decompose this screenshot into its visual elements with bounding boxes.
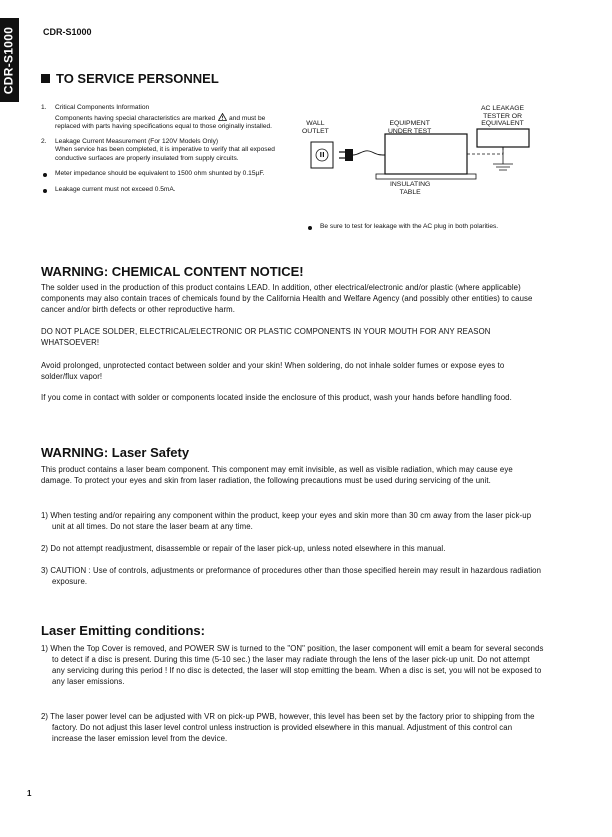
page-number: 1 — [27, 789, 32, 798]
laser-safety-item-1: 1) When testing and/or repairing any component within the product, keep your eyes and skin more than 30 cm away from the laser pick-up unit at all times. Do not stare the laser beam at any time. — [41, 511, 532, 531]
label-line: EQUIVALENT — [481, 120, 524, 127]
label-line: WALL — [306, 120, 325, 127]
label-line: OUTLET — [302, 127, 329, 135]
item-number: 2. — [41, 137, 47, 145]
service-instructions — [41, 104, 281, 203]
item-title: Leakage Current Measurement (For 120V Models Only) — [55, 137, 219, 145]
item-text — [55, 113, 281, 132]
equipment-label — [388, 120, 431, 135]
chemical-paragraph-3: Avoid prolonged, unprotected contact between solder and your skin! When soldering, do not inhale solder fumes or expose eyes to solder/flux vapor! — [41, 361, 505, 381]
insulating-table-label — [390, 181, 430, 196]
laser-safety-item-2: 2) Do not attempt readjustment, disassemble or repair of the laser pick-up, unless noted elsewhere in this manual. — [41, 544, 446, 553]
service-heading — [41, 71, 219, 86]
bullet-dot-icon — [43, 189, 47, 193]
label-line: TESTER OR — [483, 112, 522, 120]
wall-outlet-label — [302, 120, 329, 135]
side-tab-label: CDR-S1000 — [1, 26, 16, 95]
chemical-paragraph-4: If you come in contact with solder or components located inside the enclosure of this product, wash your hands before handling food. — [41, 393, 512, 402]
label-line: EQUIPMENT — [389, 120, 430, 127]
service-bullet-2 — [41, 186, 281, 195]
item-text-part: Components having special characteristics are marked — [55, 114, 216, 122]
laser-emitting-heading: Laser Emitting conditions: — [41, 623, 205, 638]
label-line: TABLE — [399, 188, 421, 196]
item-number: 1. — [41, 104, 47, 111]
bullet-dot-icon — [43, 173, 47, 177]
chemical-heading: WARNING: CHEMICAL CONTENT NOTICE! — [41, 264, 304, 279]
laser-emitting-item-1: 1) When the Top Cover is removed, and POWER SW is turned to the "ON" position, the laser component will emit a beam for several seconds to detect if a disc is present. During this time (5-10 sec.) the laser may radiate through the lens of the laser pick-up unit. Do not attempt any servicing during this period ! If no disc is detected, the laser will stop emitting the beam. When a disc is set, you will not be exposed to any laser emissions. — [41, 644, 544, 686]
bullet-text: Be sure to test for leakage with the AC plug in both polarities. — [320, 223, 499, 230]
label-line: INSULATING — [390, 181, 431, 188]
service-item-2 — [41, 138, 281, 164]
leakage-test-diagram — [296, 104, 546, 204]
bullet-text: Meter impedance should be equivalent to 1500 ohm shunted by 0.15µF. — [55, 169, 265, 177]
service-bullet-1 — [41, 170, 281, 179]
item-text: When service has been completed, it is imperative to verify that all exposed conductive surfaces are properly insulated from supply circuits. — [55, 146, 275, 162]
bullet-text: Leakage current must not exceed 0.5mA. — [55, 186, 176, 194]
warning-triangle-icon — [218, 113, 227, 121]
model-side-tab — [0, 18, 19, 102]
label-line: AC LEAKAGE — [481, 105, 525, 112]
item-title: Critical Components Information — [55, 104, 150, 111]
laser-safety-item-3: 3) CAUTION : Use of controls, adjustments or preformance of procedures other than those specified herein may result in hazardous radiation exposure. — [41, 566, 542, 586]
polarity-note — [306, 223, 546, 240]
item-text-part-2: and must be replaced with parts having specifications equal to those originally installed. — [55, 114, 272, 131]
service-item-1 — [41, 104, 281, 132]
laser-safety-intro: This product contains a laser beam component. This component may emit invisible, as well as visible radiation, which may cause eye damage. To protect your eyes and skin from laser radiation, the following precautions must be used during servicing of the unit. — [41, 465, 513, 485]
bullet-dot-icon — [308, 226, 312, 230]
tester-label — [481, 105, 524, 128]
chemical-paragraph-1: The solder used in the production of this product contains LEAD. In addition, other electrical/electronic and/or plastic (where applicable) components may also contain traces of chemicals found by the California Health and Welfare Agency (and possibly other entities) to cause cancer and/or birth defects or other reproductive harm. — [41, 283, 533, 314]
polarity-bullet — [306, 223, 546, 232]
service-heading-text: TO SERVICE PERSONNEL — [56, 71, 219, 86]
label-line: UNDER TEST — [388, 127, 432, 135]
square-bullet-icon — [41, 74, 50, 83]
header-model: CDR-S1000 — [43, 27, 92, 37]
chemical-paragraph-2: DO NOT PLACE SOLDER, ELECTRICAL/ELECTRONIC OR PLASTIC COMPONENTS IN YOUR MOUTH FOR ANY REASON WHATSOEVER! — [41, 327, 491, 347]
laser-emitting-item-2: 2) The laser power level can be adjusted with VR on pick-up PWB, however, this level has been set by the factory prior to shipping from the factory. Do not adjust this laser level control unless instruction is provided elsewhere in this manual. Adjustment of this control can increase the laser emission level from the device. — [41, 712, 535, 743]
laser-safety-heading: WARNING: Laser Safety — [41, 445, 190, 460]
